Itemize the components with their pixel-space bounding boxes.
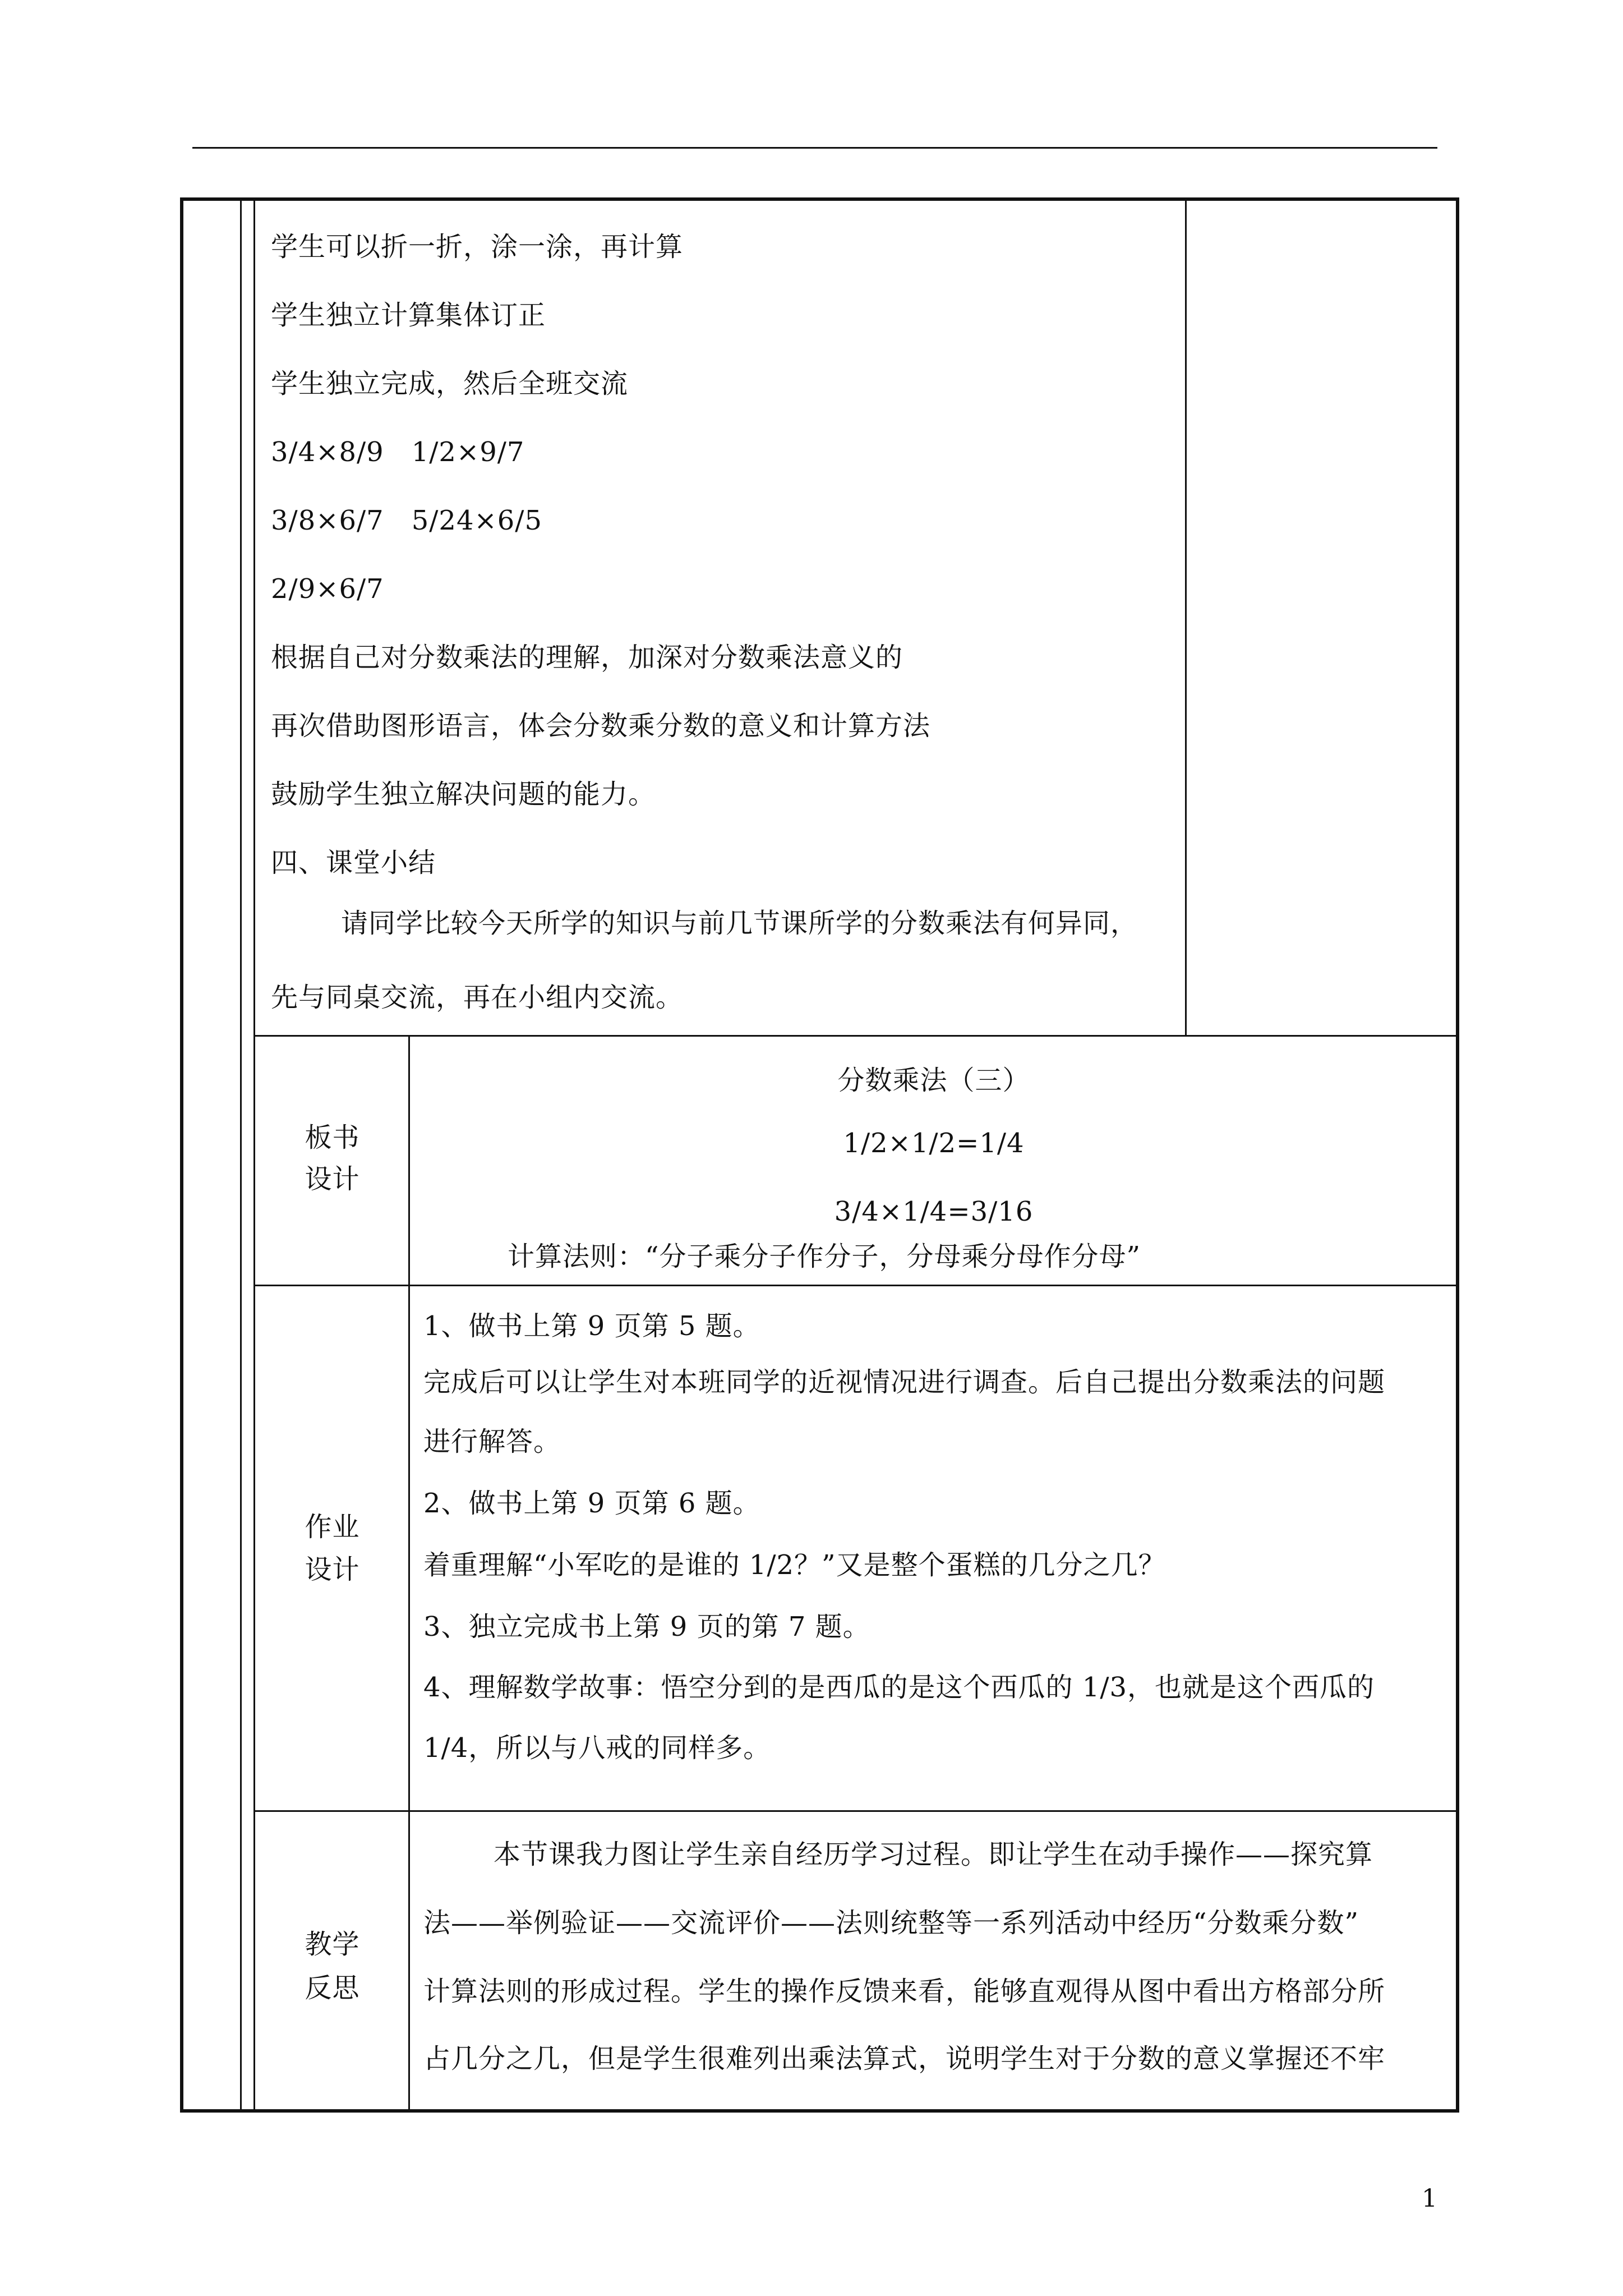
row-label: 设计 [305,1163,360,1195]
row-label: 教学 [305,1929,360,1960]
table-border-right [1456,197,1459,2113]
reflection-line: 计算法则的形成过程。学生的操作反馈来看，能够直观得从图中看出方格部分所 [423,1976,1386,2007]
board-equation: 3/4×1/4=3/16 [834,1196,1034,1227]
row-label: 设计 [305,1554,360,1585]
section-heading: 四、课堂小结 [271,847,436,878]
text-line: 先与同桌交流，再在小组内交流。 [271,982,684,1013]
expression-line: 3/4×8/9 1/2×9/7 [271,436,525,468]
text-line: 学生独立完成，然后全班交流 [271,368,629,399]
text-line: 学生独立计算集体订正 [271,300,546,331]
row-divider-2 [253,1285,1458,1286]
table-border-left [180,197,183,2113]
row-label: 板书 [305,1122,360,1153]
board-equation: 1/2×1/2=1/4 [843,1128,1025,1159]
text-line: 再次借助图形语言，体会分数乘分数的意义和计算方法 [271,710,931,742]
table-border-bottom [180,2109,1459,2113]
reflection-line: 本节课我力图让学生亲自经历学习过程。即让学生在动手操作——探究算 [494,1839,1373,1870]
row-label: 作业 [305,1511,360,1543]
page-number: 1 [1422,2184,1438,2213]
text-line: 请同学比较今天所学的知识与前几节课所学的分数乘法有何异同， [341,908,1138,939]
label-column-divider [408,1035,410,2111]
text-line: 鼓励学生独立解决问题的能力。 [271,779,656,810]
homework-line: 1、做书上第 9 页第 5 题。 [423,1310,760,1342]
reflection-line: 法——举例验证——交流评价——法则统整等一系列活动中经历“分数乘分数” [423,1907,1359,1939]
homework-line: 3、独立完成书上第 9 页的第 7 题。 [423,1611,870,1642]
text-line: 学生可以折一折，涂一涂，再计算 [271,231,684,263]
homework-line: 4、理解数学故事：悟空分到的是西瓜的是这个西瓜的 1/3，也就是这个西瓜的 [423,1672,1375,1703]
row-divider-1 [253,1035,1458,1037]
homework-line: 进行解答。 [423,1426,561,1457]
table-border-top [180,197,1459,201]
top-right-divider [1185,197,1187,1036]
homework-line: 2、做书上第 9 页第 6 题。 [423,1488,760,1519]
expression-line: 2/9×6/7 [271,573,384,605]
row-label: 反思 [305,1972,360,2004]
left-column-line-2 [253,197,255,2113]
board-rule: 计算法则：“分子乘分子作分子，分母乘分母作分母” [508,1241,1141,1272]
left-column-line-1 [240,197,242,2113]
row-divider-3 [253,1810,1458,1812]
homework-line: 完成后可以让学生对本班同学的近视情况进行调查。后自己提出分数乘法的问题 [423,1366,1386,1398]
homework-line: 1/4，所以与八戒的同样多。 [423,1732,771,1764]
expression-line: 3/8×6/7 5/24×6/5 [271,505,542,536]
board-title: 分数乘法（三） [837,1065,1030,1096]
reflection-line: 占几分之几，但是学生很难列出乘法算式，说明学生对于分数的意义掌握还不牢 [423,2043,1386,2074]
text-line: 根据自己对分数乘法的理解，加深对分数乘法意义的 [271,642,903,673]
homework-line: 着重理解“小军吃的是谁的 1/2？”又是整个蛋糕的几分之几？ [423,1549,1166,1581]
